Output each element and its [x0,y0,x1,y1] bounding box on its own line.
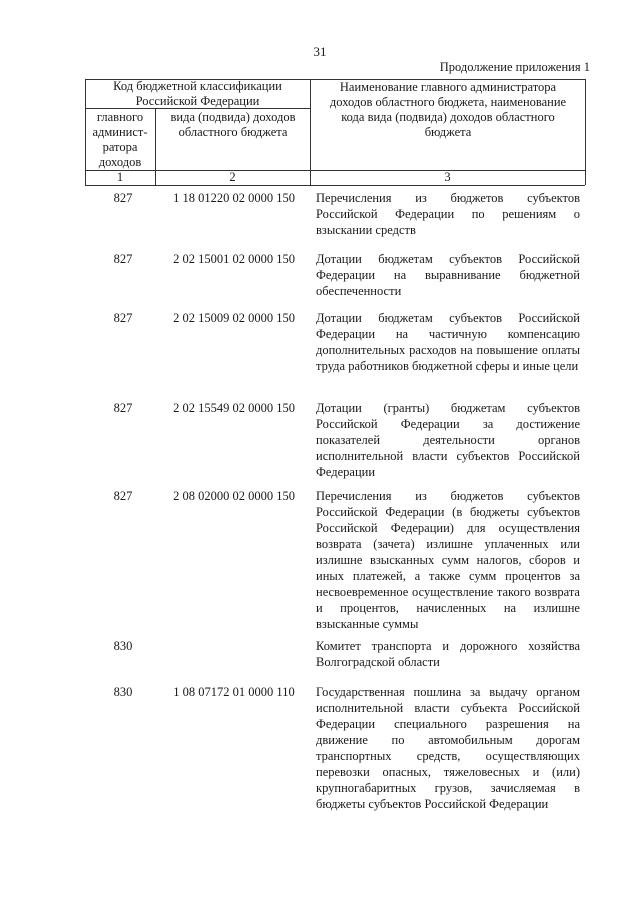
header-num-1: 1 [116,170,124,184]
admin-code: 827 [113,191,133,205]
revenue-code: 2 02 15549 02 0000 150 [173,401,295,415]
admin-code: 827 [113,252,133,266]
revenue-code: 1 18 01220 02 0000 150 [173,191,295,205]
revenue-name: Перечисления из бюджетов субъектов Российской Федерации (в бюджеты субъектов Российской Федерации) для осуществления возврата (зачета) излишне уплаченных или излишне взысканных сумм налогов, сборов и иных платежей, а также сумм процентов за несвоевременное осуществление такого возврата и процентов, начисленных на излишне взысканные суммы [316,489,580,631]
admin-code: 827 [113,401,133,415]
admin-code: 830 [113,685,133,699]
continuation-label: Продолжение приложения 1 [439,60,590,74]
revenue-name: Перечисления из бюджетов субъектов Российской Федерации по решениям о взыскании средств [316,191,580,237]
revenue-code: 2 02 15001 02 0000 150 [173,252,295,266]
revenue-name: Дотации бюджетам субъектов Российской Федерации на частичную компенсацию дополнительных расходов на повышение оплаты труда работников бюджетной сферы и иные цели [316,311,580,373]
revenue-name: Комитет транспорта и дорожного хозяйства Волгоградской области [316,639,580,669]
right-border [585,79,586,185]
header-col2: вида (подвида) доходов областного бюджета [170,110,296,139]
admin-code: 830 [113,639,133,653]
admin-code: 827 [113,489,133,503]
revenue-name: Государственная пошлина за выдачу органом исполнительной власти субъекта Российской Федерации специального разрешения на движение по автомобильным дорогам транспортных средств, осуществляющих перевозки опасных, тяжеловесных и (или) крупногабаритных грузов, зачисляемая в бюджеты субъектов Российской Федерации [316,685,580,811]
revenue-code: 1 08 07172 01 0000 110 [173,685,295,699]
header-group-code: Код бюджетной классификации Российской Федерации [113,79,282,108]
header-num-3: 3 [444,170,451,184]
page-number: 31 [313,44,327,59]
header-col3: Наименование главного администратора доходов областного бюджета, наименование кода вида (подвида) доходов областного бюджета [329,80,567,139]
revenue-name: Дотации (гранты) бюджетам субъектов Российской Федерации за достижение показателей деятельности органов исполнительной власти субъектов Российской Федерации [316,401,580,479]
revenue-code: 2 02 15009 02 0000 150 [173,311,295,325]
admin-code: 827 [113,311,133,325]
header-col1: главного админист- ратора доходов [92,110,148,169]
header-num-2: 2 [229,170,236,184]
revenue-code: 2 08 02000 02 0000 150 [173,489,295,503]
revenue-name: Дотации бюджетам субъектов Российской Федерации на выравнивание бюджетной обеспеченности [316,252,580,298]
header-numbers-bottom-rule [85,185,585,186]
